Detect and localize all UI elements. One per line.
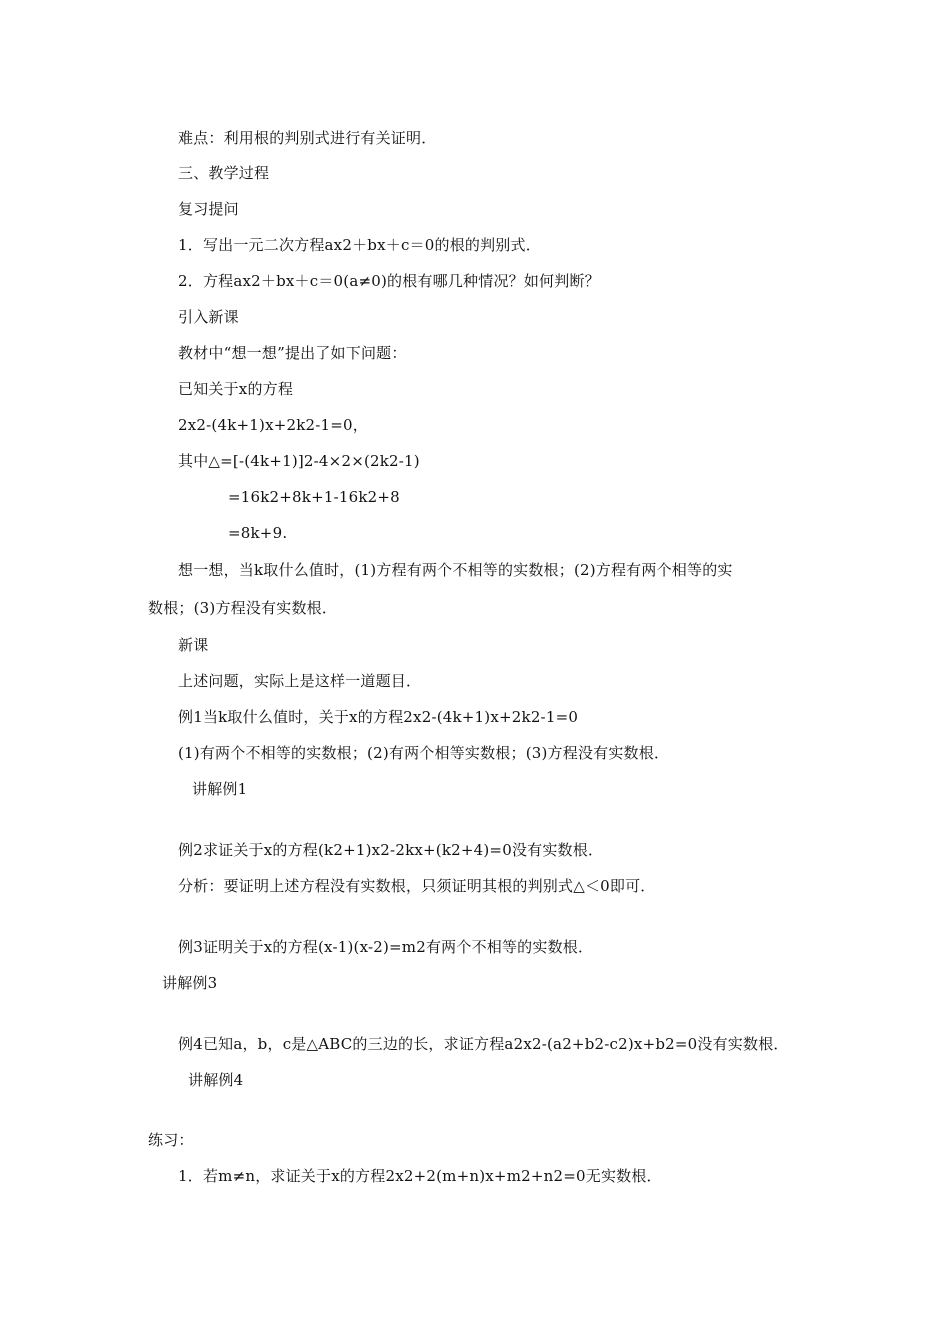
example-1-conditions: (1)有两个不相等的实数根；(2)有两个相等实数根；(3)方程没有实数根． — [178, 744, 670, 762]
example-3: 例3证明关于x的方程(x-1)(x-2)=m2有两个不相等的实数根． — [178, 938, 594, 956]
text-line-difficulty: 难点：利用根的判别式进行有关证明． — [178, 129, 437, 147]
example-4: 例4已知a，b，c是△ABC的三边的长，求证方程a2x2-(a2+b2-c2)x+b2=0没有实数根． — [178, 1035, 789, 1053]
subheading-review: 复习提问 — [178, 200, 239, 218]
subheading-exercise: 练习： — [148, 1131, 194, 1149]
explain-example-3: 讲解例3 — [162, 974, 218, 992]
text-line-think-1: 想一想，当k取什么值时，(1)方程有两个不相等的实数根；(2)方程有两个相等的实 — [178, 561, 733, 579]
text-line-question-1: 1．写出一元二次方程ax2＋bx＋c＝0的根的判别式． — [178, 236, 541, 254]
text-line-question-2: 2．方程ax2＋bx＋c＝0(a≠0)的根有哪几种情况？如何判断？ — [178, 272, 600, 290]
subheading-new-lesson: 新课 — [178, 636, 209, 654]
example-2: 例2求证关于x的方程(k2+1)x2-2kx+(k2+4)=0没有实数根． — [178, 841, 604, 859]
equation-line-2: 其中△=[-(4k+1)]2-4×2×(2k2-1) — [178, 452, 420, 470]
text-line-problem: 上述问题，实际上是这样一道题目． — [178, 672, 422, 690]
example-2-analysis: 分析：要证明上述方程没有实数根，只须证明其根的判别式△＜0即可． — [178, 877, 656, 895]
equation-line-4: =8k+9. — [228, 524, 288, 542]
subheading-introduce: 引入新课 — [178, 308, 239, 326]
equation-line-3: =16k2+8k+1-16k2+8 — [228, 488, 400, 506]
equation-line-1: 2x2-(4k+1)x+2k2-1=0， — [178, 416, 368, 434]
exercise-1: 1．若m≠n，求证关于x的方程2x2+2(m+n)x+m2+n2=0无实数根． — [178, 1167, 662, 1185]
example-1: 例1当k取什么值时，关于x的方程2x2-(4k+1)x+2k2-1=0 — [178, 708, 579, 726]
text-line-think-2: 数根；(3)方程没有实数根． — [148, 599, 338, 617]
explain-example-1: 讲解例1 — [192, 780, 248, 798]
text-line-known: 已知关于x的方程 — [178, 380, 294, 398]
text-line-textbook: 教材中“想一想”提出了如下问题： — [178, 344, 407, 362]
explain-example-4: 讲解例4 — [188, 1071, 244, 1089]
section-heading-teaching-process: 三、教学过程 — [178, 164, 270, 182]
